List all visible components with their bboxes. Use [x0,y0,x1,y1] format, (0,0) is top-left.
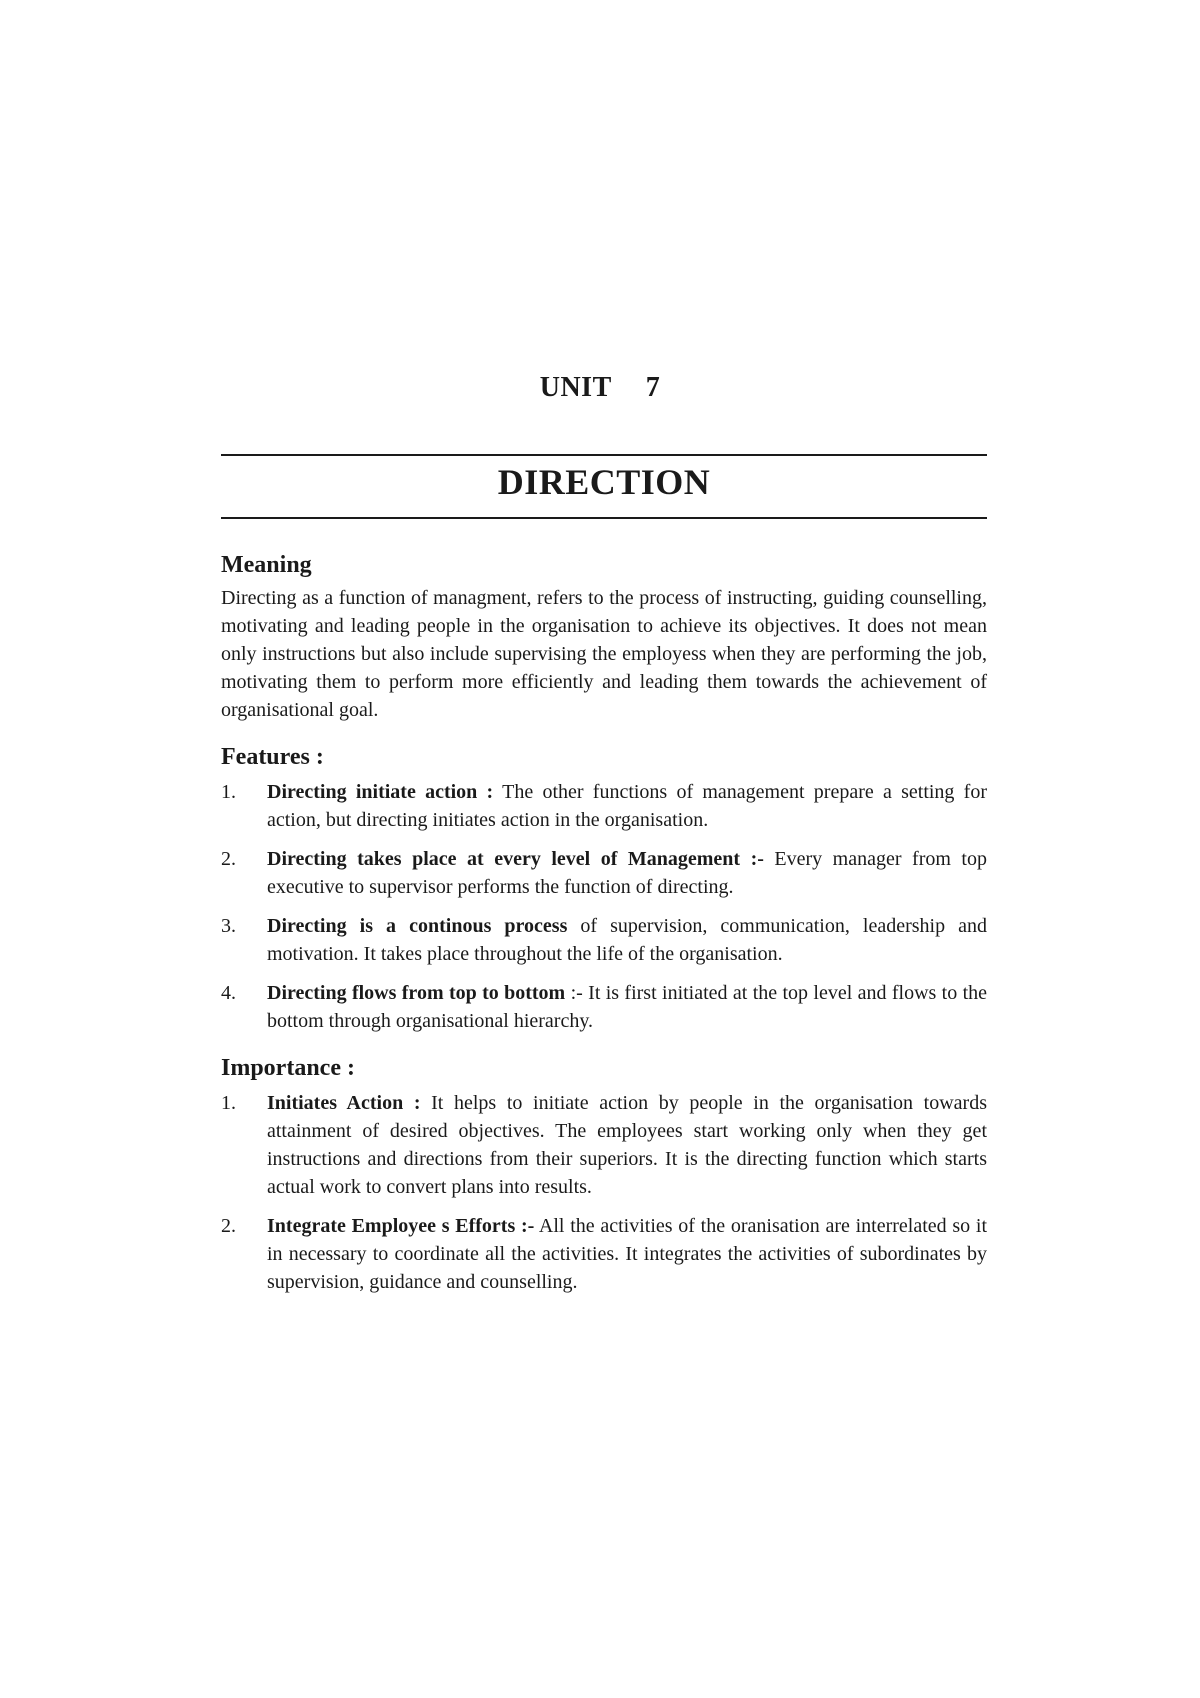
list-item-number: 2. [221,1215,236,1237]
list-item [221,979,987,1035]
importance-heading: Importance : [221,1055,355,1081]
list-item-text: :- It is first initiated at the top level and flows to the bottom through organisational hierarchy. [267,982,988,1032]
importance-list [221,1089,987,1296]
list-item-lead: Directing takes place at every level of Management :- [267,848,764,870]
list-item-number: 2. [221,848,236,870]
list-item [221,845,987,901]
features-section [221,742,987,1035]
list-item [221,1212,987,1296]
meaning-heading: Meaning [221,552,312,578]
list-item [221,912,987,968]
list-item-number: 3. [221,915,236,937]
features-list [221,778,987,1035]
list-item-lead: Directing initiate action : [267,781,494,803]
title-rule-bottom [221,517,987,519]
meaning-paragraph: Directing as a function of managment, refers to the process of instructing, guiding counselling, motivating and leading people in the organisation to achieve its objectives. It does not mean only instructions but also include supervising the employess when they are performing the job, motivating them to perform more efficiently and leading them towards the achievement of organisational goal. [221,587,987,721]
list-item-text: Every manager from top executive to supervisor performs the function of directing. [267,848,987,898]
meaning-section [221,550,987,724]
list-item-text: It helps to initiate action by people in the organisation towards attainment of desired objectives. The employees start working only when they get instructions and directions from their superiors. It is the directing function which starts actual work to convert plans into results. [267,1092,988,1198]
list-item-number: 1. [221,781,236,803]
list-item-number: 4. [221,982,236,1004]
list-item-lead: Directing flows from top to bottom [267,982,566,1004]
unit-number: 7 [645,372,661,403]
list-item-text: of supervision, communication, leadership and motivation. It takes place throughout the life of the organisation. [267,915,987,965]
list-item [221,1089,987,1201]
list-item-number: 1. [221,1092,236,1114]
list-item [221,778,987,834]
importance-section [221,1053,987,1296]
title-rule-top [221,454,987,456]
content-body [221,550,987,1314]
list-item-text: All the activities of the oranisation are interrelated so it in necessary to coordinate all the activities. It integrates the activities of subordinates by supervision, guidance and counselling. [267,1215,987,1293]
features-heading: Features : [221,744,324,770]
chapter-title: DIRECTION [497,462,711,502]
list-item-lead: Directing is a continous process [267,915,568,937]
unit-label: UNIT [539,372,612,403]
unit-heading [0,372,1200,404]
list-item-lead: Initiates Action : [267,1092,421,1114]
list-item-text: The other functions of management prepare a setting for action, but directing initiates action in the organisation. [267,781,987,831]
list-item-lead: Integrate Employee s Efforts :- [267,1215,535,1237]
